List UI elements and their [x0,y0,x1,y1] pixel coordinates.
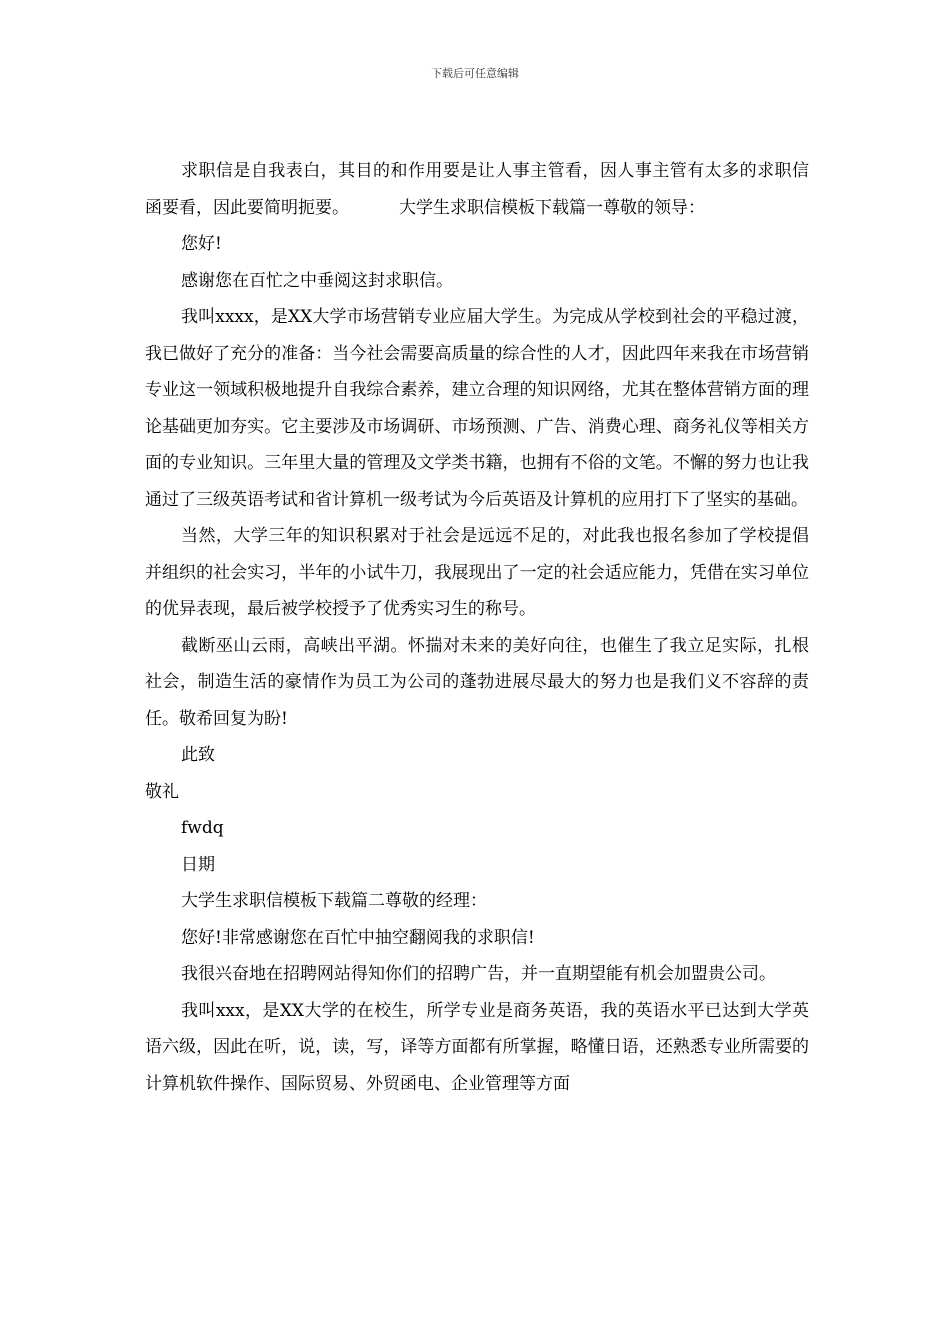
intro-text: 求职信是自我表白，其目的和作用要是让人事主管看，因人事主管有太多的求职信函要看，因此要简明扼要。 [145,161,809,218]
paragraph-date: 日期 [181,854,215,875]
paragraph-salutation: 此致 [181,745,215,765]
page-header: 下载后可任意编辑 [431,67,519,80]
paragraph-signature: fwdq [181,818,224,838]
letter-one-heading: 大学生求职信模板下载篇一尊敬的领导： [399,197,705,218]
paragraph-greeting-two: 您好!非常感谢您在百忙中抽空翻阅我的求职信! [181,927,535,948]
paragraph-interest: 我很兴奋地在招聘网站得知你们的招聘广告，并一直期望能有机会加盟贵公司。 [181,964,776,984]
paragraph-greeting: 您好! [181,234,222,254]
paragraph-regards: 敬礼 [145,781,179,802]
paragraph-closing: 截断巫山云雨，高峡出平湖。怀揣对未来的美好向往，也催生了我立足实际，扎根社会，制造生活的豪情作为员工为公司的蓬勃进展尽最大的努力也是我们义不容辞的责任。敬希回复为盼! [145,635,809,729]
paragraph-self-intro-two: 我叫xxx，是XX大学的在校生，所学专业是商务英语，我的英语水平已达到大学英语六级，因此在听，说，读，写，译等方面都有所掌握，略懂日语，还熟悉专业所需要的计算机软件操作、国际贸易、外贸函电、企业管理等方面 [145,1000,809,1094]
paragraph-internship: 当然，大学三年的知识积累对于社会是远远不足的，对此我也报名参加了学校提倡并组织的社会实习，半年的小试牛刀，我展现出了一定的社会适应能力，凭借在实习单位的优异表现，最后被学校授予了优秀实习生的称号。 [145,526,809,619]
letter-body [145,153,809,1102]
letter-two-heading: 大学生求职信模板下载篇二尊敬的经理： [181,891,487,911]
paragraph-self-intro: 我叫xxxx，是XX大学市场营销专业应届大学生。为完成从学校到社会的平稳过渡，我已做好了充分的准备：当今社会需要高质量的综合性的人才，因此四年来我在市场营销专业这一领域积极地提升自我综合素养，建立合理的知识网络，尤其在整体营销方面的理论基础更加夯实。它主要涉及市场调研、市场预测、广告、消费心理、商务礼仪等相关方面的专业知识。三年里大量的管理及文学类书籍，也拥有不俗的文笔。不懈的努力也让我通过了三级英语考试和省计算机一级考试为今后英语及计算机的应用打下了坚实的基础。 [145,307,809,510]
paragraph-intro [145,153,809,226]
paragraph-thanks: 感谢您在百忙之中垂阅这封求职信。 [181,270,453,291]
